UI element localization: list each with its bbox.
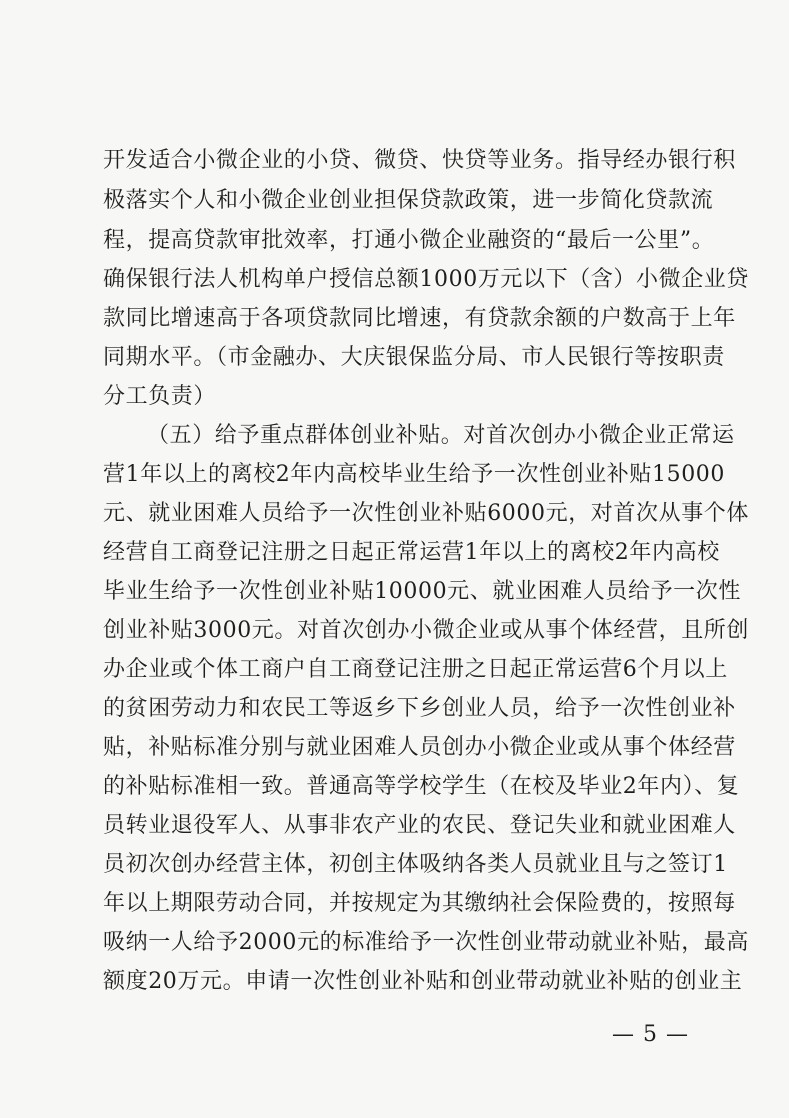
body-text-line: 营1年以上的离校2年内高校毕业生给予一次性创业补贴15000 xyxy=(103,462,725,487)
body-text-line: 额度20万元。申请一次性创业补贴和创业带动就业补贴的创业主 xyxy=(103,969,743,994)
body-text-line: 经营自工商登记注册之日起正常运营1年以上的离校2年内高校 xyxy=(103,540,720,565)
body-text-line: 款同比增速高于各项贷款同比增速，有贷款余额的户数高于上年 xyxy=(103,306,736,331)
body-text-line: 极落实个人和小微企业创业担保贷款政策，进一步简化贷款流 xyxy=(103,188,714,213)
body-text-line: 创业补贴3000元。对首次创办小微企业或从事个体经营，且所创 xyxy=(103,618,749,643)
body-text-line: 分工负责） xyxy=(103,384,217,409)
page-number: — 5 — xyxy=(612,1022,689,1047)
body-text-line: 贴，补贴标准分别与就业困难人员创办小微企业或从事个体经营 xyxy=(103,735,736,760)
body-text-line: 同期水平。（市金融办、大庆银保监分局、市人民银行等按职责 xyxy=(103,345,725,370)
body-text-line: 员初次创办经营主体，初创主体吸纳各类人员就业且与之签订1 xyxy=(103,852,728,877)
body-text-line: 开发适合小微企业的小贷、微贷、快贷等业务。指导经办银行积 xyxy=(103,148,736,173)
body-text-line: 年以上期限劳动合同，并按规定为其缴纳社会保险费的，按照每 xyxy=(103,891,736,916)
body-text-line: 元、就业困难人员给予一次性创业补贴6000元，对首次从事个体 xyxy=(103,501,749,526)
section-heading-line: （五）给予重点群体创业补贴。对首次创办小微企业正常运 xyxy=(147,423,735,448)
body-text-line: 的补贴标准相一致。普通高等学校学生（在校及毕业2年内）、复 xyxy=(103,774,740,799)
body-text-line: 吸纳一人给予2000元的标准给予一次性创业带动就业补贴，最高 xyxy=(103,930,749,955)
body-text-line: 毕业生给予一次性创业补贴10000元、就业困难人员给予一次性 xyxy=(103,579,741,604)
body-text-line: 程，提高贷款审批效率，打通小微企业融资的“最后一公里”。 xyxy=(103,228,715,253)
body-text-line: 确保银行法人机构单户授信总额1000万元以下（含）小微企业贷 xyxy=(103,267,749,292)
body-text-line: 的贫困劳动力和农民工等返乡下乡创业人员，给予一次性创业补 xyxy=(103,696,736,721)
body-text-line: 员转业退役军人、从事非农产业的农民、登记失业和就业困难人 xyxy=(103,813,736,838)
body-text-line: 办企业或个体工商户自工商登记注册之日起正常运营6个月以上 xyxy=(103,657,728,682)
